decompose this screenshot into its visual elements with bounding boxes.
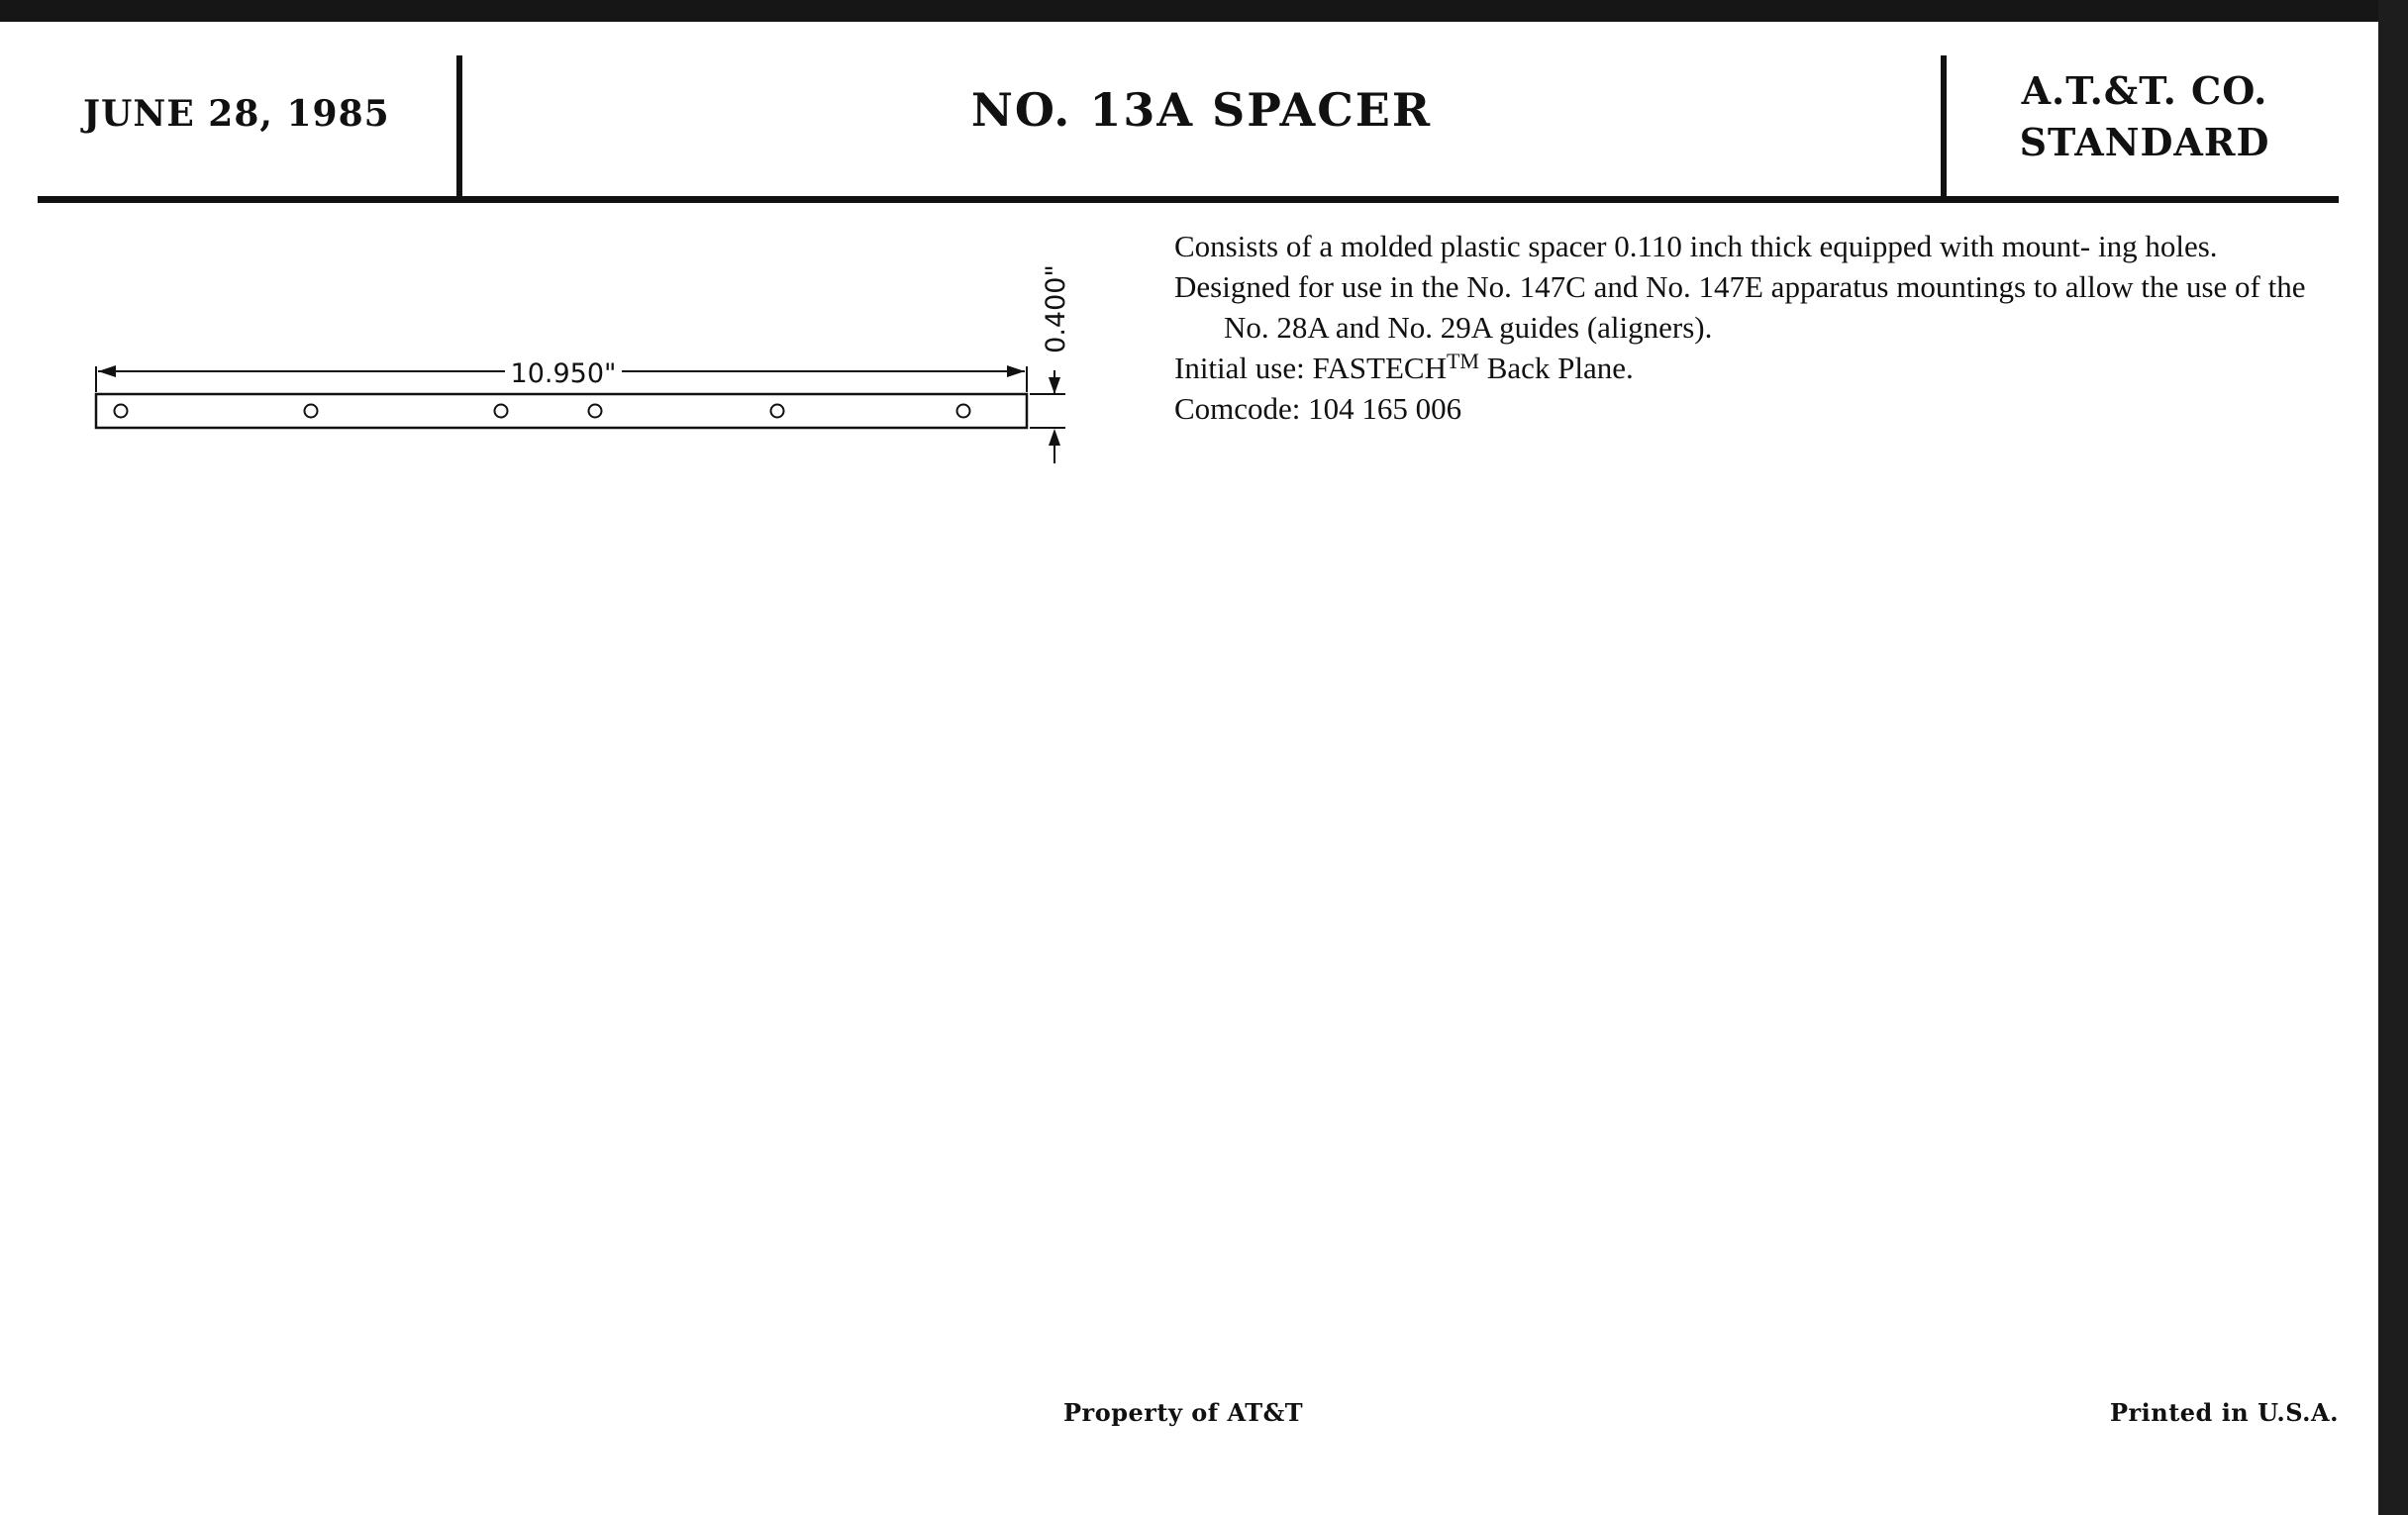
spacer-drawing-svg: [79, 240, 1089, 477]
mounting-hole: [495, 405, 508, 418]
length-arrow-left: [98, 365, 116, 377]
property-notice: Property of AT&T: [1063, 1398, 1304, 1427]
page-title: NO. 13A SPACER: [970, 83, 1433, 137]
spacer-drawing: [79, 240, 1089, 477]
description: [1174, 226, 2313, 429]
scan-border-top: [0, 0, 2408, 22]
header-rule: [38, 196, 2339, 203]
description-line-2: Designed for use in the No. 147C and No. 147E apparatus mountings to allow the use of the No. 28A and No. 29A guides (aligners).: [1174, 269, 2306, 345]
mounting-hole: [957, 405, 970, 418]
standard-line-2: STANDARD: [2019, 120, 2270, 164]
mounting-hole: [771, 405, 784, 418]
spacer-bar: [96, 394, 1027, 428]
initial-use-prefix: Initial use: FASTECH: [1174, 351, 1447, 385]
initial-use-suffix: Back Plane.: [1478, 351, 1634, 385]
standard-line-1: A.T.&T. CO.: [2021, 68, 2268, 113]
height-arrow-bottom: [1049, 429, 1060, 446]
scan-border-right: [2378, 0, 2408, 1515]
description-line-3: [1174, 348, 2313, 388]
document-page: [0, 22, 2378, 1515]
length-arrow-right: [1007, 365, 1025, 377]
description-line-1: Consists of a molded plastic spacer 0.110 inch thick equipped with mount- ing holes.: [1174, 229, 2218, 263]
issue-date: JUNE 28, 1985: [83, 93, 390, 135]
comcode: Comcode: 104 165 006: [1174, 391, 1462, 426]
height-label: 0.400": [1041, 264, 1071, 354]
mounting-hole: [589, 405, 602, 418]
length-label: 10.950": [510, 358, 617, 389]
mounting-hole: [305, 405, 318, 418]
printed-notice: Printed in U.S.A.: [2109, 1398, 2339, 1427]
page-header: [0, 22, 2378, 198]
height-arrow-top: [1049, 377, 1060, 394]
trademark-superscript: TM: [1446, 349, 1479, 373]
mounting-hole: [115, 405, 128, 418]
standard-block: [1947, 65, 2343, 168]
